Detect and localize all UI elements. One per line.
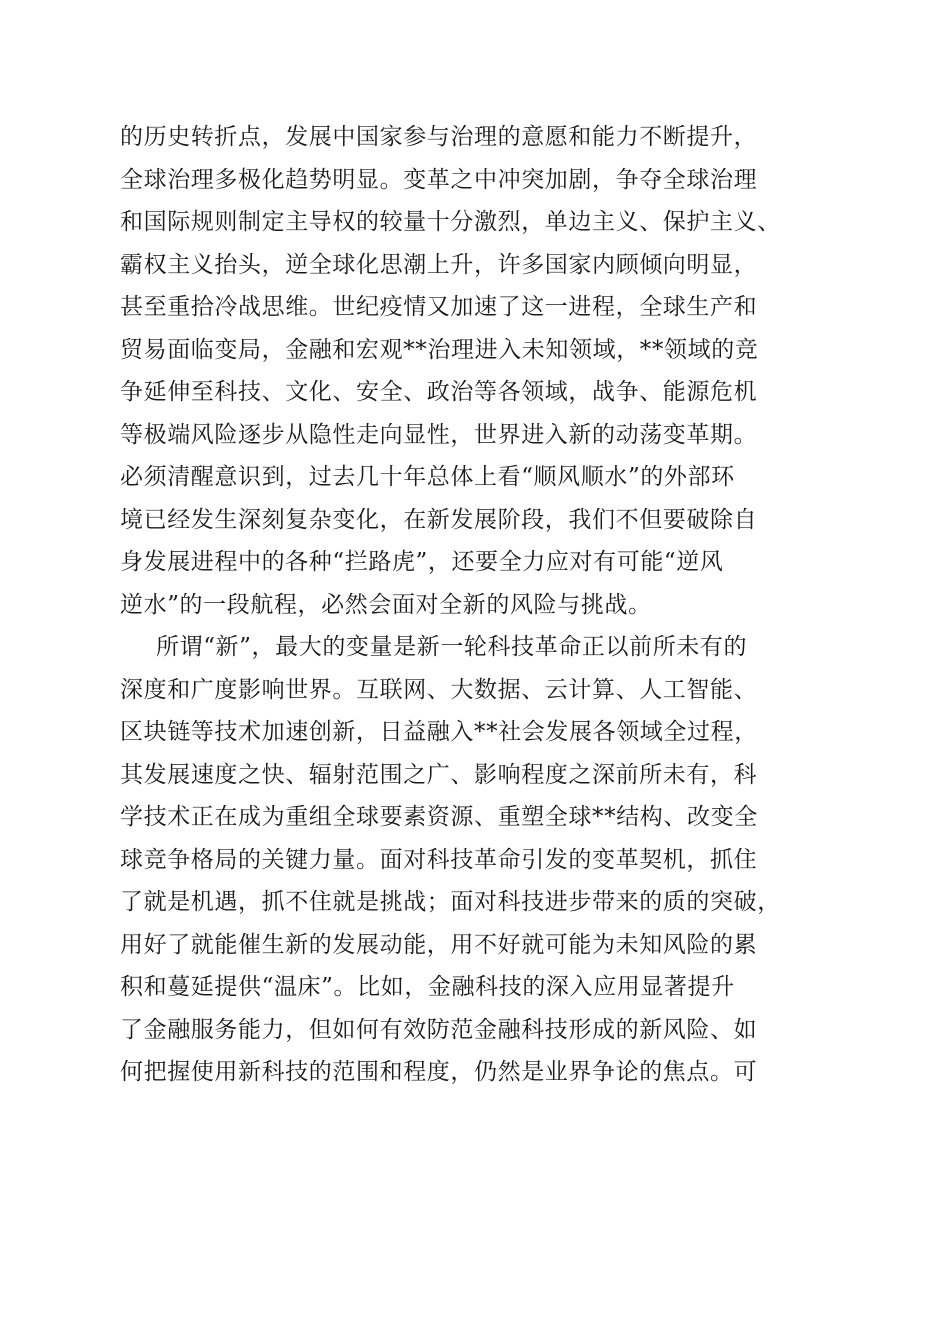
- text-line: 等极端风险逐步从隐性走向显性，世界进入新的动荡变革期。: [120, 421, 758, 448]
- text-line: 何把握使用新科技的范围和程度，仍然是业界争论的焦点。可: [120, 1059, 758, 1085]
- text-line: 球竞争格局的关键力量。面对科技革命引发的变革契机，抓住: [120, 846, 758, 873]
- text-line: 了就是机遇，抓不住就是挑战；面对科技进步带来的质的突破，: [120, 889, 781, 915]
- text-line: 霸权主义抬头，逆全球化思潮上升，许多国家内顾倾向明显，: [120, 251, 758, 278]
- paragraph-2: [120, 626, 832, 1094]
- text-line: 其发展速度之快、辐射范围之广、影响程度之深前所未有，科: [120, 761, 758, 788]
- text-line: 境已经发生深刻复杂变化，在新发展阶段，我们不但要破除自: [120, 506, 758, 533]
- text-line: 学技术正在成为重组全球要素资源、重塑全球**结构、改变全: [120, 804, 758, 830]
- text-line: 身发展进程中的各种“拦路虎”，还要全力应对有可能“逆风: [120, 549, 724, 575]
- text-line: 区块链等技术加速创新，日益融入**社会发展各领域全过程，: [120, 719, 758, 745]
- text-line: 贸易面临变局，金融和宏观**治理进入未知领域，**领域的竞: [120, 336, 759, 363]
- text-line: 必须清醒意识到，过去几十年总体上看“顺风顺水”的外部环: [120, 464, 735, 490]
- text-line: 了金融服务能力，但如何有效防范金融科技形成的新风险、如: [120, 1016, 758, 1043]
- text-line: 积和蔓延提供“温床”。比如，金融科技的深入应用显著提升: [120, 974, 735, 1000]
- paragraph-1: [120, 116, 832, 626]
- text-line: 深度和广度影响世界。互联网、大数据、云计算、人工智能、: [120, 676, 758, 703]
- body-text: [120, 116, 832, 1094]
- text-line: 全球治理多极化趋势明显。变革之中冲突加剧，争夺全球治理: [120, 166, 758, 193]
- text-line: 甚至重拾冷战思维。世纪疫情又加速了这一进程，全球生产和: [120, 294, 758, 320]
- text-line: 逆水”的一段航程，必然会面对全新的风险与挑战。: [120, 591, 652, 618]
- text-line: 的历史转折点，发展中国家参与治理的意愿和能力不断提升，: [120, 124, 758, 150]
- text-line: 所谓“新”，最大的变量是新一轮科技革命正以前所未有的: [156, 634, 748, 660]
- text-line: 和国际规则制定主导权的较量十分激烈，单边主义、保护主义、: [120, 209, 781, 235]
- text-line: 争延伸至科技、文化、安全、政治等各领域，战争、能源危机: [120, 379, 758, 405]
- text-line: 用好了就能催生新的发展动能，用不好就可能为未知风险的累: [120, 931, 758, 958]
